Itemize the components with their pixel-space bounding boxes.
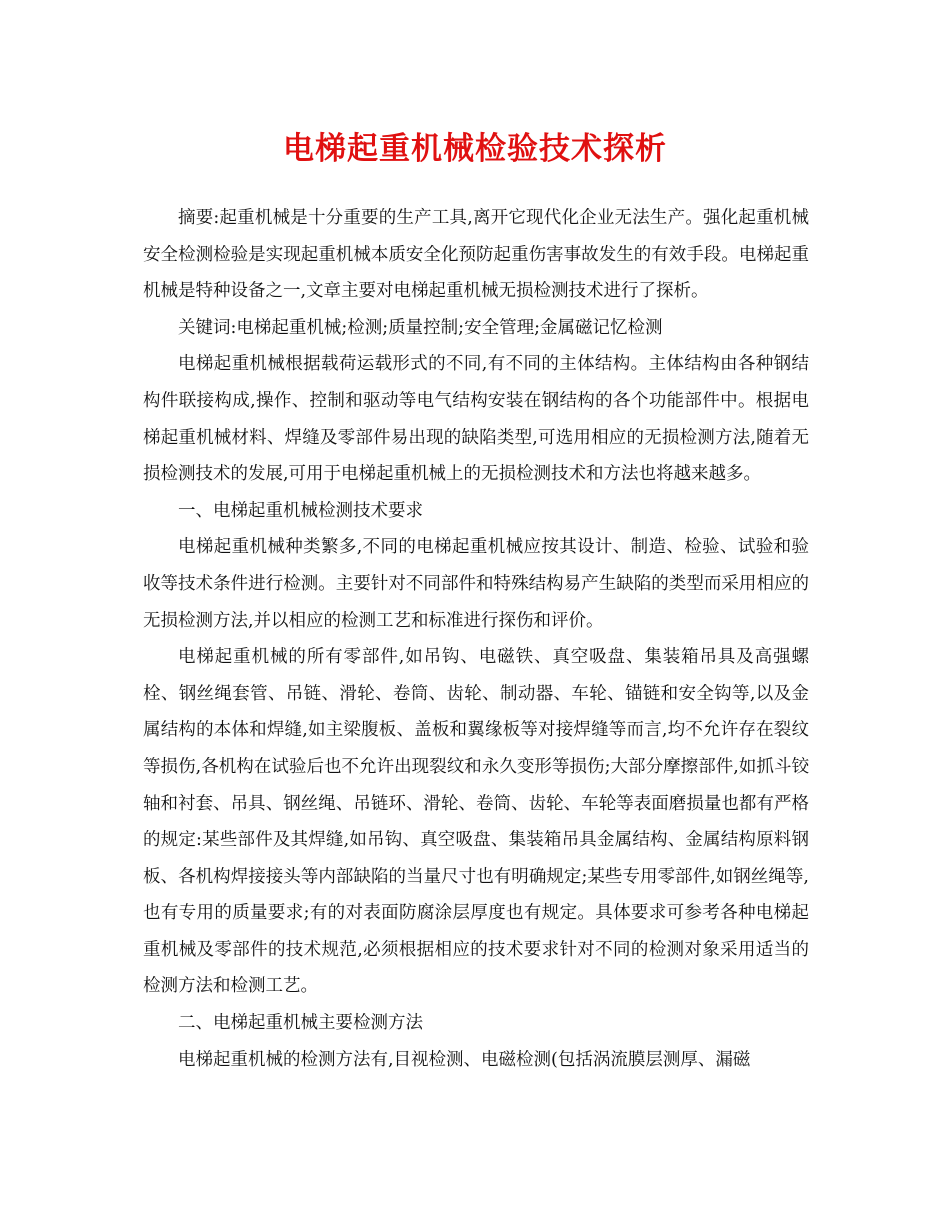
section-2-paragraph-1: 电梯起重机械的检测方法有,目视检测、电磁检测(包括涡流膜层测厚、漏磁 xyxy=(178,1049,751,1070)
document-title: 电梯起重机械检验技术探析 xyxy=(283,131,667,167)
section-1-paragraph-2: 电梯起重机械的所有零部件,如吊钩、电磁铁、真空吸盘、集装箱吊具及高强螺栓、钢丝绳套管、吊链、滑轮、卷筒、齿轮、制动器、车轮、锚链和安全钩等,以及金属结构的本体和焊缝,如主梁腹板、盖板和翼缘板等对接焊缝等而言,均不允许存在裂纹等损伤,各机构在试验后也不允许出现裂纹和永久变形等损伤;大部分摩擦部件,如抓斗铰轴和衬套、吊具、钢丝绳、吊链环、滑轮、卷筒、齿轮、车轮等表面磨损量也都有严格的规定:某些部件及其焊缝,如吊钩、真空吸盘、集装箱吊具金属结构、金属结构原料钢板、各机构焊接接头等内部缺陷的当量尺寸也有明确规定;某些专用零部件,如钢丝绳等,也有专用的质量要求;有的对表面防腐涂层厚度也有规定。具体要求可参考各种电梯起重机械及零部件的技术规范,必须根据相应的技术要求针对不同的检测对象采用适当的检测方法和检测工艺。 xyxy=(143,647,809,997)
intro-paragraph: 电梯起重机械根据载荷运载形式的不同,有不同的主体结构。主体结构由各种钢结构件联接构成,操作、控制和驱动等电气结构安装在钢结构的各个功能部件中。根据电梯起重机械材料、焊缝及零部件易出现的缺陷类型,可选用相应的无损检测方法,随着无损检测技术的发展,可用于电梯起重机械上的无损检测技术和方法也将越来越多。 xyxy=(143,354,809,485)
document-body xyxy=(143,200,809,1078)
section-1-paragraph-1: 电梯起重机械种类繁多,不同的电梯起重机械应按其设计、制造、检验、试验和验收等技术条件进行检测。主要针对不同部件和特殊结构易产生缺陷的类型而采用相应的无损检测方法,并以相应的检测工艺和标准进行探伤和评价。 xyxy=(143,537,809,631)
section-heading-1: 一、电梯起重机械检测技术要求 xyxy=(178,500,423,521)
section-heading-2: 二、电梯起重机械主要检测方法 xyxy=(178,1013,423,1034)
abstract-paragraph: 摘要:起重机械是十分重要的生产工具,离开它现代化企业无法生产。强化起重机械安全检测检验是实现起重机械本质安全化预防起重伤害事故发生的有效手段。电梯起重机械是特种设备之一,文章主要对电梯起重机械无损检测技术进行了探析。 xyxy=(143,208,809,302)
keywords-paragraph: 关键词:电梯起重机械;检测;质量控制;安全管理;金属磁记忆检测 xyxy=(178,317,663,338)
